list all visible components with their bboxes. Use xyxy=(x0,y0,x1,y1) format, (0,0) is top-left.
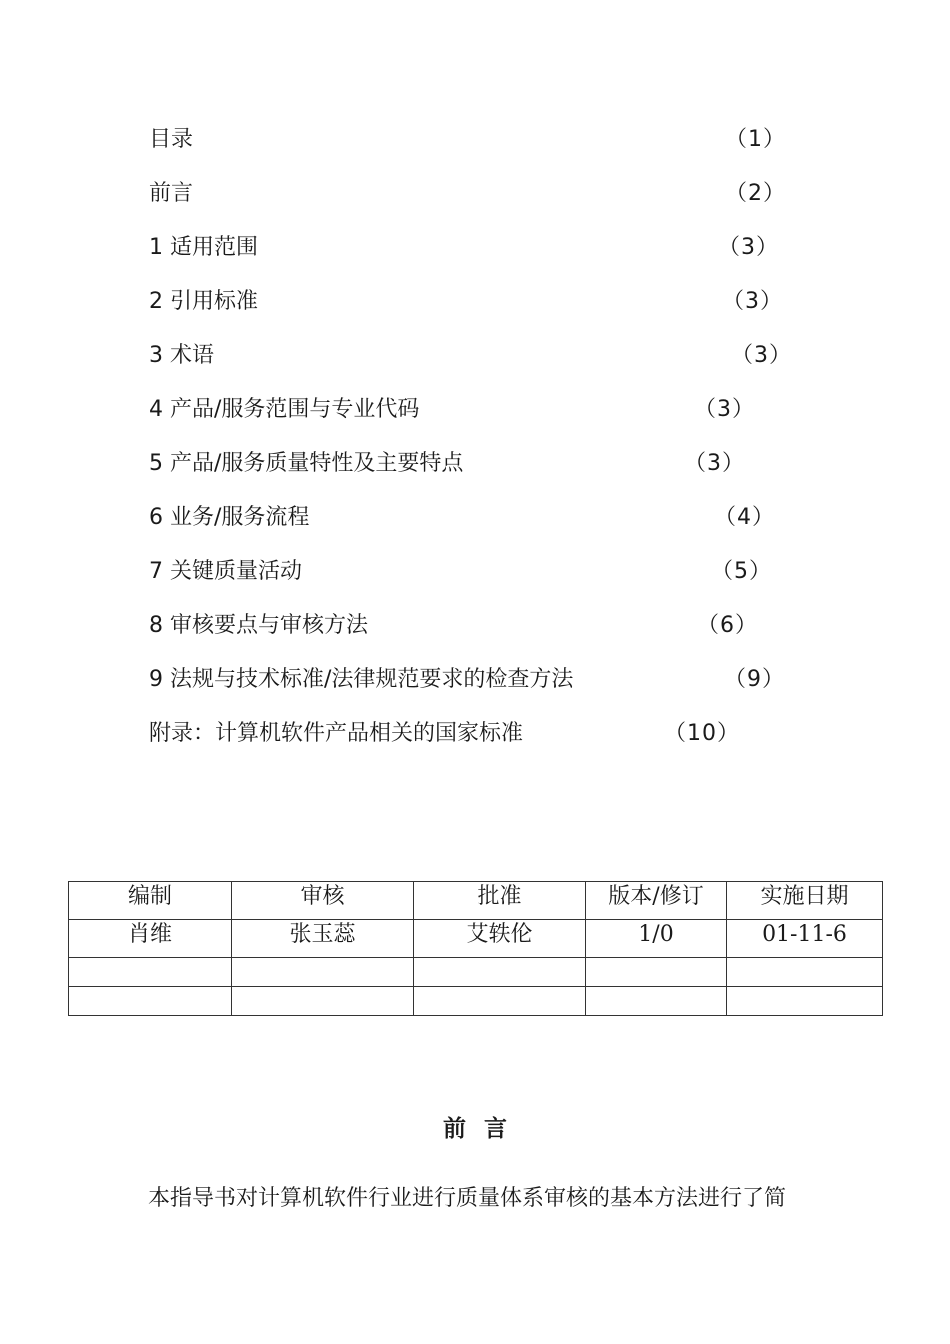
signoff-value-cell: 张玉蕊 xyxy=(232,920,414,958)
signoff-empty-cell xyxy=(727,958,883,987)
toc-entry-page: （3） xyxy=(722,289,783,314)
signoff-empty-cell xyxy=(727,987,883,1016)
signoff-empty-cell xyxy=(232,958,414,987)
toc-entry-title: 8 审核要点与审核方法 xyxy=(149,613,368,638)
toc-entry-page: （10） xyxy=(664,721,740,746)
toc-entry-page: （3） xyxy=(684,451,745,476)
signoff-empty-cell xyxy=(586,958,727,987)
signoff-empty-row xyxy=(69,987,883,1016)
signoff-value-cell: 01-11-6 xyxy=(727,920,883,958)
toc-entry-title: 9 法规与技术标准/法律规范要求的检查方法 xyxy=(149,667,574,692)
toc-entry-page: （3） xyxy=(718,235,779,260)
signoff-header-cell: 实施日期 xyxy=(727,882,883,920)
toc-entry-page: （4） xyxy=(714,505,775,530)
signoff-header-row xyxy=(69,882,883,920)
toc-entry-title: 2 引用标准 xyxy=(149,289,258,314)
toc-entry-title: 3 术语 xyxy=(149,343,214,368)
signoff-header-cell: 版本/修订 xyxy=(586,882,727,920)
signoff-header-cell: 批准 xyxy=(414,882,586,920)
toc-entry-page: （6） xyxy=(697,613,758,638)
signoff-empty-cell xyxy=(586,987,727,1016)
toc-entry-title: 前言 xyxy=(149,181,194,206)
toc-entry-title: 6 业务/服务流程 xyxy=(149,505,310,530)
toc-entry-page: （3） xyxy=(731,343,792,368)
signoff-table xyxy=(68,881,883,1016)
toc-entry-page: （2） xyxy=(725,181,786,206)
signoff-header-cell: 编制 xyxy=(69,882,232,920)
toc-entry-title: 目录 xyxy=(149,127,194,152)
signoff-empty-cell xyxy=(69,987,232,1016)
toc-entry-page: （9） xyxy=(724,667,785,692)
toc-entry-title: 7 关键质量活动 xyxy=(149,559,302,584)
toc-entry-title: 4 产品/服务范围与专业代码 xyxy=(149,397,420,422)
toc-entry-title: 1 适用范围 xyxy=(149,235,258,260)
toc-entry-page: （5） xyxy=(711,559,772,584)
signoff-empty-cell xyxy=(414,987,586,1016)
toc-entry-page: （1） xyxy=(725,127,786,152)
preface-heading: 前言 xyxy=(443,1116,525,1142)
signoff-value-cell: 艾轶伦 xyxy=(414,920,586,958)
toc-entry-page: （3） xyxy=(694,397,755,422)
preface-paragraph: 本指导书对计算机软件行业进行质量体系审核的基本方法进行了简 xyxy=(148,1186,787,1211)
signoff-value-cell: 1/0 xyxy=(586,920,727,958)
signoff-empty-cell xyxy=(69,958,232,987)
signoff-header-cell: 审核 xyxy=(232,882,414,920)
signoff-empty-cell xyxy=(232,987,414,1016)
signoff-empty-row xyxy=(69,958,883,987)
signoff-value-cell: 肖维 xyxy=(69,920,232,958)
signoff-empty-cell xyxy=(414,958,586,987)
toc-entry-title: 附录：计算机软件产品相关的国家标准 xyxy=(149,721,524,746)
signoff-value-row xyxy=(69,920,883,958)
toc-entry-title: 5 产品/服务质量特性及主要特点 xyxy=(149,451,464,476)
